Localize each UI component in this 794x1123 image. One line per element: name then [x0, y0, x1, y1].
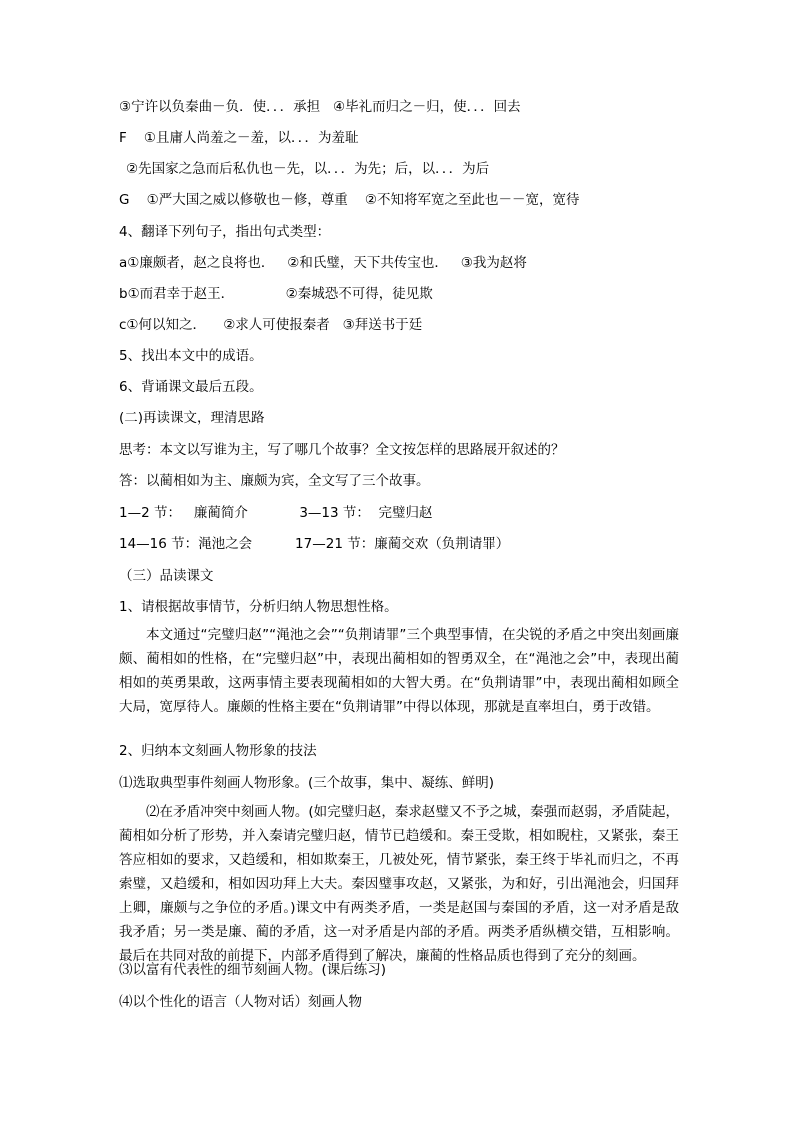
- method-3: ⑶以富有代表性的细节刻画人物。(课后练习): [119, 962, 387, 978]
- section-3-heading: （三）品读课文: [119, 568, 214, 584]
- method-4: ⑷以个性化的语言（人物对话）刻画人物: [119, 994, 362, 1010]
- character-analysis-paragraph: 本文通过“完璧归赵”“渑池之会”“负荆请罪”三个典型事情，在尖锐的矛盾之中突出刻画廉颇、蔺相如的性格，在“完璧归赵”中，表现出蔺相如的智勇双全，在“渑池之会”中，表现出蔺相如的英勇果敢，这两事情主要表现蔺相如的大智大勇。在“负荆请罪”中，表现出蔺相如顾全大局，宽厚待人。廉颇的性格主要在“负荆请罪”中得以体现，那就是直率坦白，勇于改错。: [119, 627, 679, 715]
- vocab-f-line-1: F ①且庸人尚羞之－羞，以．．．为羞耻: [119, 130, 359, 146]
- section-3-question-1: 1、请根据故事情节，分析归纳人物思想性格。: [119, 599, 398, 615]
- outline-row-2: 14—16 节：渑池之会 17—21 节：廉蔺交欢（负荆请罪）: [119, 536, 510, 552]
- section-3-question-2: 2、归纳本文刻画人物形象的技法: [119, 743, 317, 759]
- translate-item-b: b①而君幸于赵王． ②秦城恐不可得，徒见欺: [119, 286, 433, 302]
- vocab-g-line-1: G ①严大国之威以修敬也－修，尊重 ②不知将军宽之至此也－－宽，宽待: [119, 192, 580, 208]
- section-2-heading: (二)再读课文，理清思路: [119, 410, 265, 426]
- section-2-question: 思考：本文以写谁为主，写了哪几个故事？全文按怎样的思路展开叙述的？: [119, 442, 565, 458]
- vocab-f-line-2: ②先国家之急而后私仇也－先，以．．．为先；后，以．．．为后: [126, 161, 490, 177]
- outline-row-1: 1—2 节： 廉蔺简介 3—13 节： 完璧归赵: [119, 505, 433, 521]
- method-2-paragraph: ⑵在矛盾冲突中刻画人物。(如完璧归赵，秦求赵璧又不予之城，秦强而赵弱，矛盾陡起，蔺相如分析了形势，并入秦请完璧归赵，情节已趋缓和。秦王受欺，相如睨柱，又紧张，秦王答应相如的要求，又趋缓和，相如欺秦王，几被处死，情节紧张，秦王终于毕礼而归之，不再索璧，又趋缓和，相如因功拜上大夫。秦因璧事攻赵，又紧张，为和好，引出渑池会，归国拜上卿，廉颇与之争位的矛盾。)课文中有两类矛盾，一类是赵国与秦国的矛盾，这一对矛盾是敌我矛盾；另一类是廉、蔺的矛盾，这一对矛盾是内部的矛盾。两类矛盾纵横交错，互相影响。最后在共同对敌的前提下，内部矛盾得到了解决，廉蔺的性格品质也得到了充分的刻画。: [119, 804, 679, 964]
- translate-item-c: c①何以知之． ②求人可使报秦者 ③拜送书于廷: [119, 317, 423, 333]
- task-recite: 6、背诵课文最后五段。: [119, 379, 263, 395]
- task-idioms: 5、找出本文中的成语。: [119, 348, 263, 364]
- translate-item-a: a①廉颇者，赵之良将也． ②和氏璧，天下共传宝也． ③我为赵将: [119, 255, 527, 271]
- vocab-e-line-3: ③宁许以负秦曲－负．使．．．承担 ④毕礼而归之－归，使．．．回去: [119, 99, 521, 115]
- method-1: ⑴选取典型事件刻画人物形象。(三个故事，集中、凝练、鲜明): [119, 775, 495, 791]
- section-2-answer: 答：以蔺相如为主、廉颇为宾，全文写了三个故事。: [119, 473, 430, 489]
- translate-heading: 4、翻译下列句子，指出句式类型：: [119, 224, 331, 240]
